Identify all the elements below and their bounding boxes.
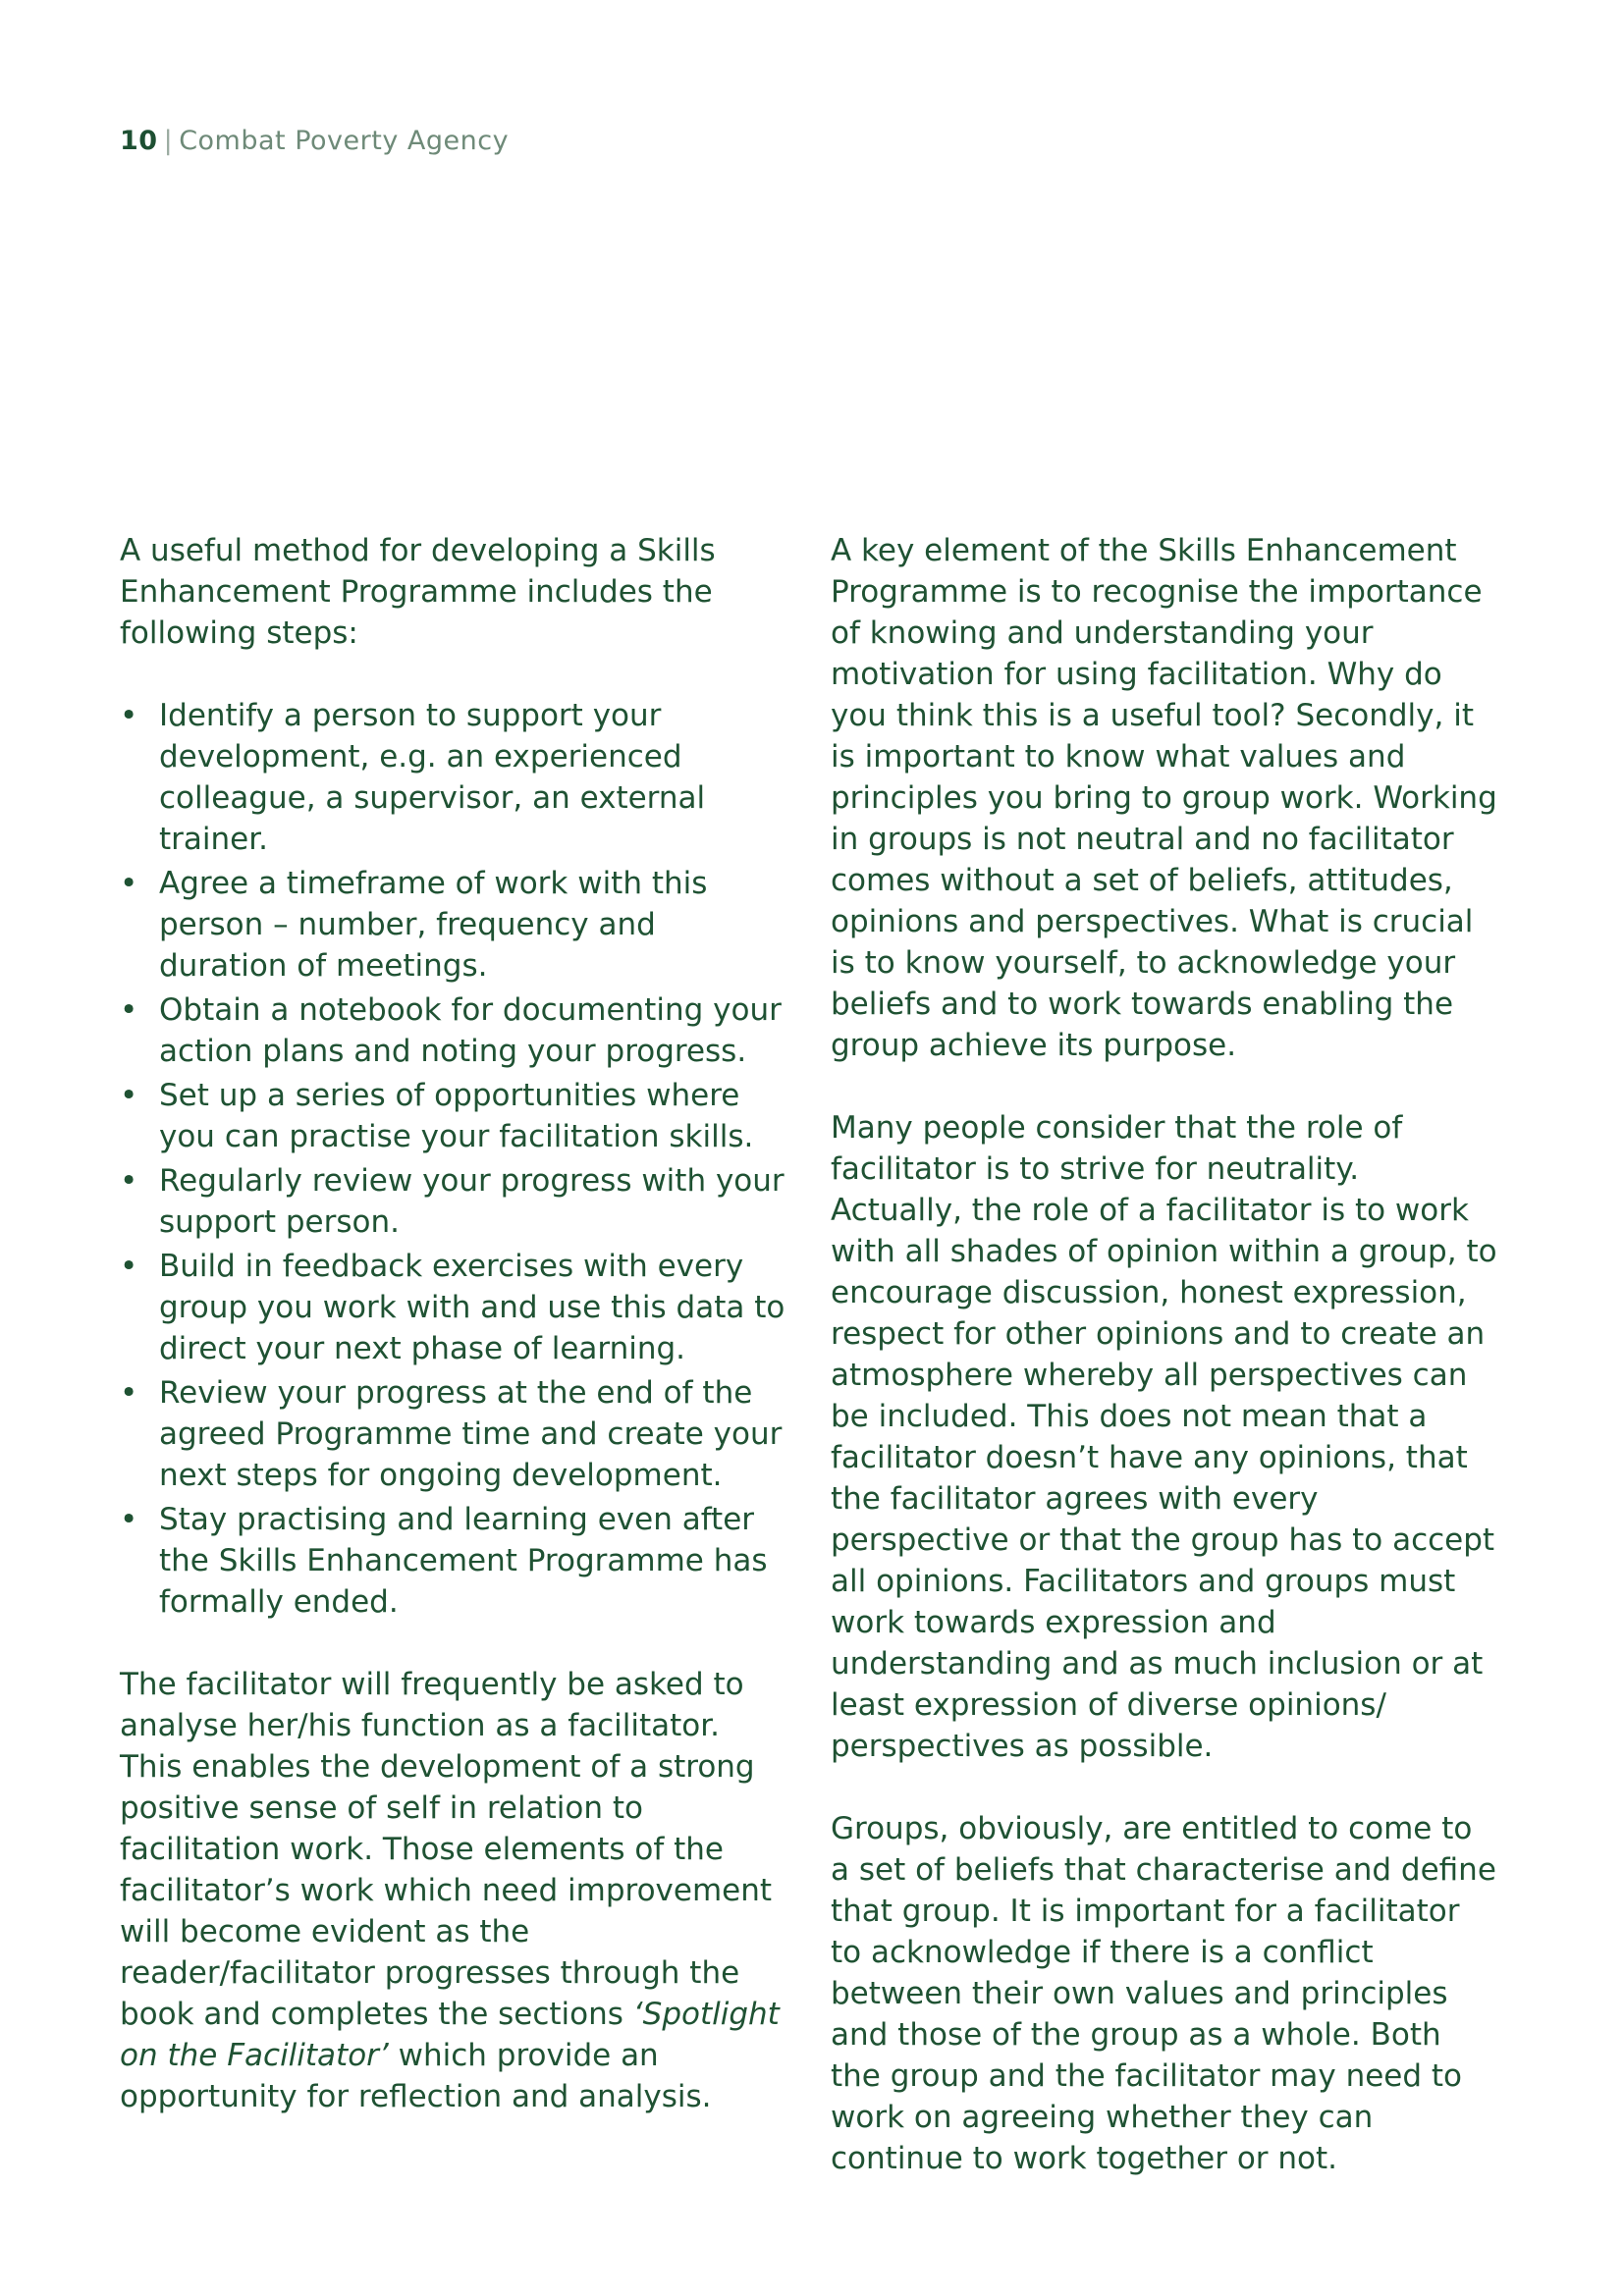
reflection-paragraph	[120, 1664, 785, 2117]
step-text: Stay practising and learning even after the Skills Enhancement Programme has formally ended.	[159, 1502, 768, 1620]
list-item	[120, 695, 785, 860]
neutrality-paragraph: Many people consider that the role of facilitator is to strive for neutrality. Actually, the role of a facilitator is to work with all shades of opinion within a group, to encourage discussion, honest expression, respect for other opinions and to create an atmosphere whereby all perspectives can be included. This does not mean that a facilitator doesn’t have any opinions, that the facilitator agrees with every perspective or that the group has to accept all opinions. Facilitators and groups must work towards expression and understanding and as much inclusion or at least expression of diverse opinions/ perspectives as possible.	[831, 1110, 1497, 1764]
steps-list	[120, 695, 785, 1623]
left-column	[120, 530, 785, 2117]
step-text: Review your progress at the end of the agreed Programme time and create your next steps for ongoing development.	[159, 1375, 783, 1493]
bullet-icon: •	[120, 1078, 138, 1113]
bullet-icon: •	[120, 1249, 138, 1284]
step-text: Regularly review your progress with your support person.	[159, 1163, 785, 1240]
motivation-paragraph: A key element of the Skills Enhancement Programme is to recognise the importance of knowing and understanding your motivation for using facilitation. Why do you think this is a useful tool? Secondly, it is important to know what values and principles you bring to group work. Working in groups is not neutral and no facilitator comes without a set of beliefs, attitudes, opinions and perspectives. What is crucial is to know yourself, to acknowledge your beliefs and to work towards enabling the group achieve its purpose.	[831, 533, 1497, 1063]
list-item	[120, 1372, 785, 1496]
intro-paragraph: A useful method for developing a Skills Enhancement Programme includes the following steps:	[120, 533, 716, 651]
page-header	[120, 126, 509, 156]
step-text: Set up a series of opportunities where you can practise your facilitation skills.	[159, 1078, 754, 1154]
reflection-text-start: The facilitator will frequently be asked to analyse her/his function as a facilitator. This enables the development of a strong positive sense of self in relation to facilitation work. Those elements of the facilitator’s work which need improvement will become evident as the reader/facilitator progresses through the book and completes the sections	[120, 1667, 773, 2032]
bullet-icon: •	[120, 866, 138, 901]
list-item	[120, 1075, 785, 1157]
bullet-icon: •	[120, 1502, 138, 1537]
step-text: Obtain a notebook for documenting your action plans and noting your progress.	[159, 992, 782, 1069]
step-text: Agree a timeframe of work with this person – number, frequency and duration of meetings.	[159, 866, 708, 984]
bullet-icon: •	[120, 1163, 138, 1199]
page-number: 10	[120, 126, 158, 156]
list-item	[120, 1246, 785, 1369]
spotlight-section-title: ‘Spotlight on the Facilitator’	[120, 1997, 780, 2073]
list-item	[120, 863, 785, 987]
header-separator: |	[163, 126, 174, 156]
reflection-text-end: which provide an opportunity for reflection and analysis.	[120, 2038, 712, 2114]
list-item	[120, 989, 785, 1072]
bullet-icon: •	[120, 992, 138, 1028]
bullet-icon: •	[120, 1375, 138, 1411]
list-item	[120, 1160, 785, 1243]
right-column	[831, 530, 1498, 2179]
step-text: Build in feedback exercises with every group you work with and use this data to direct your next phase of learning.	[159, 1249, 785, 1366]
header-title: Combat Poverty Agency	[179, 126, 510, 156]
list-item	[120, 1499, 785, 1623]
step-text: Identify a person to support your development, e.g. an experienced colleague, a supervisor, an external trainer.	[159, 698, 706, 857]
bullet-icon: •	[120, 698, 138, 733]
group-beliefs-paragraph: Groups, obviously, are entitled to come to a set of beliefs that characterise and define that group. It is important for a facilitator to acknowledge if there is a conflict between their own values and principles and those of the group as a whole. Both the group and the facilitator may need to work on agreeing whether they can continue to work together or not.	[831, 1811, 1496, 2176]
